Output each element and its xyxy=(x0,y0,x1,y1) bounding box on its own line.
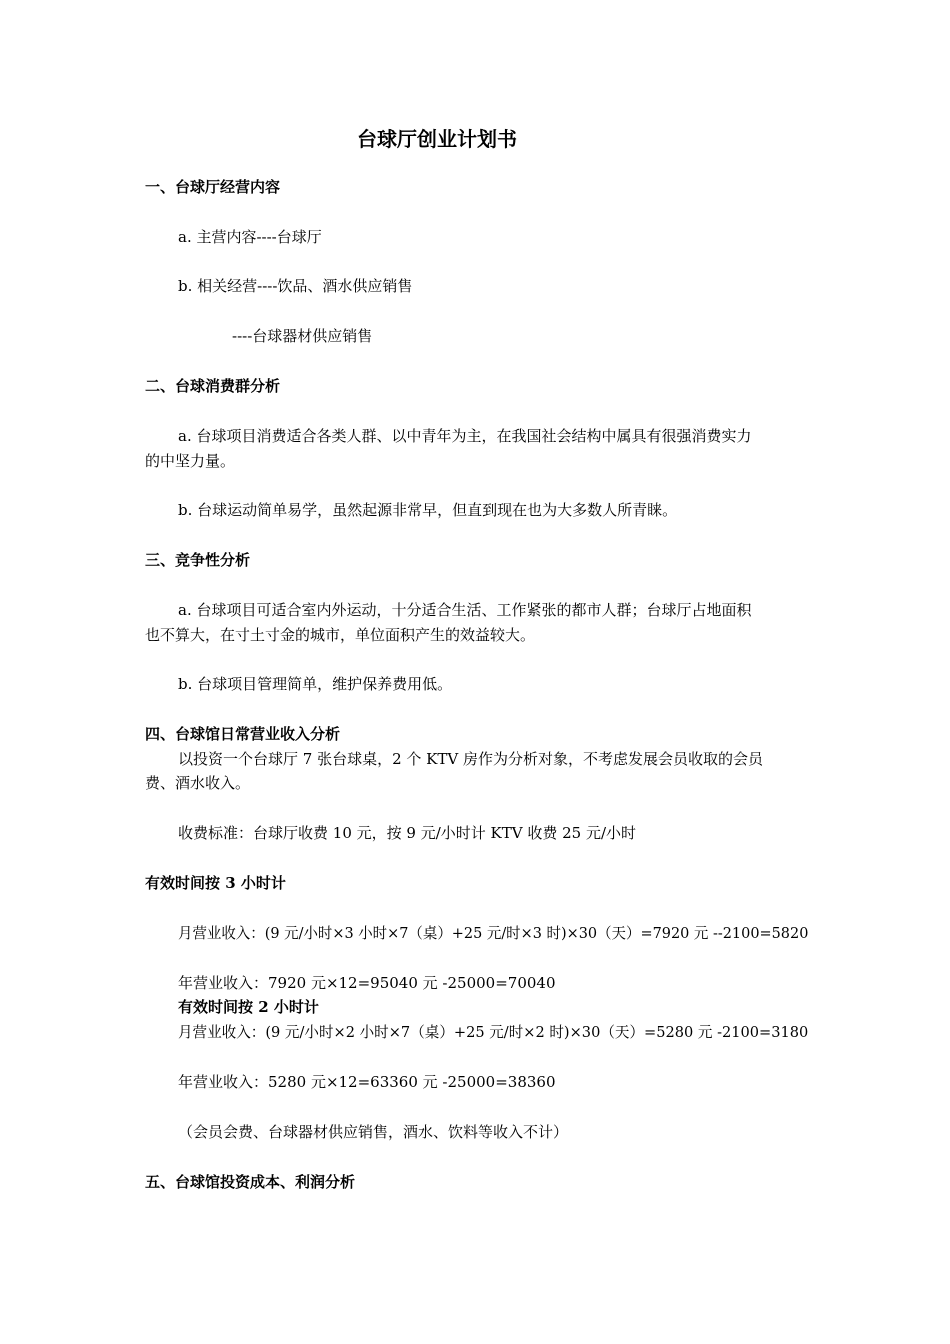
section-2-item-a-line2: 的中坚力量。 xyxy=(145,452,236,470)
section-3-item-a-line1: a. 台球项目可适合室内外运动，十分适合生活、工作紧张的都市人群；台球厅占地面积 xyxy=(178,601,752,619)
section-4-intro-line2: 费、酒水收入。 xyxy=(145,774,251,792)
section-2-item-a-line1: a. 台球项目消费适合各类人群、以中青年为主，在我国社会结构中属具有很强消费实力 xyxy=(178,427,752,445)
section-4-fee-standard: 收费标准：台球厅收费 10 元，按 9 元/小时计 KTV 收费 25 元/小时 xyxy=(178,824,637,842)
section-4-heading: 四、台球馆日常营业收入分析 xyxy=(145,725,341,743)
section-5-heading: 五、台球馆投资成本、利润分析 xyxy=(145,1173,356,1191)
section-2-item-b: b. 台球运动简单易学，虽然起源非常早，但直到现在也为大多数人所青睐。 xyxy=(178,501,678,519)
section-1-item-b-cont: ----台球器材供应销售 xyxy=(232,327,373,345)
section-4-intro-line1: 以投资一个台球厅 7 张台球桌，2 个 KTV 房作为分析对象，不考虑发展会员收取的会员 xyxy=(178,750,763,768)
section-2-heading: 二、台球消费群分析 xyxy=(145,377,281,395)
section-3-item-a-line2: 也不算大，在寸土寸金的城市，单位面积产生的效益较大。 xyxy=(145,626,536,644)
yearly-income-2-hours: 年营业收入：5280 元×12=63360 元 -25000=38360 xyxy=(178,1073,556,1091)
section-1-item-b: b. 相关经营----饮品、酒水供应销售 xyxy=(178,277,413,295)
monthly-income-3-hours: 月营业收入：(9 元/小时×3 小时×7（桌）+25 元/时×3 时)×30（天）=7920 元 --2100=5820 xyxy=(178,924,809,942)
income-note: （会员会费、台球器材供应销售，酒水、饮料等收入不计） xyxy=(178,1123,569,1141)
document-title: 台球厅创业计划书 xyxy=(357,127,517,151)
section-1-item-a: a. 主营内容----台球厅 xyxy=(178,228,322,246)
yearly-income-3-hours: 年营业收入：7920 元×12=95040 元 -25000=70040 xyxy=(178,974,556,992)
monthly-income-2-hours: 月营业收入：(9 元/小时×2 小时×7（桌）+25 元/时×2 时)×30（天）=5280 元 -2100=3180 xyxy=(178,1023,809,1041)
subheading-2-hours: 有效时间按 2 小时计 xyxy=(178,998,319,1016)
subheading-3-hours: 有效时间按 3 小时计 xyxy=(145,874,286,892)
section-3-item-b: b. 台球项目管理简单，维护保养费用低。 xyxy=(178,675,453,693)
section-1-heading: 一、台球厅经营内容 xyxy=(145,178,281,196)
section-3-heading: 三、竞争性分析 xyxy=(145,551,251,569)
